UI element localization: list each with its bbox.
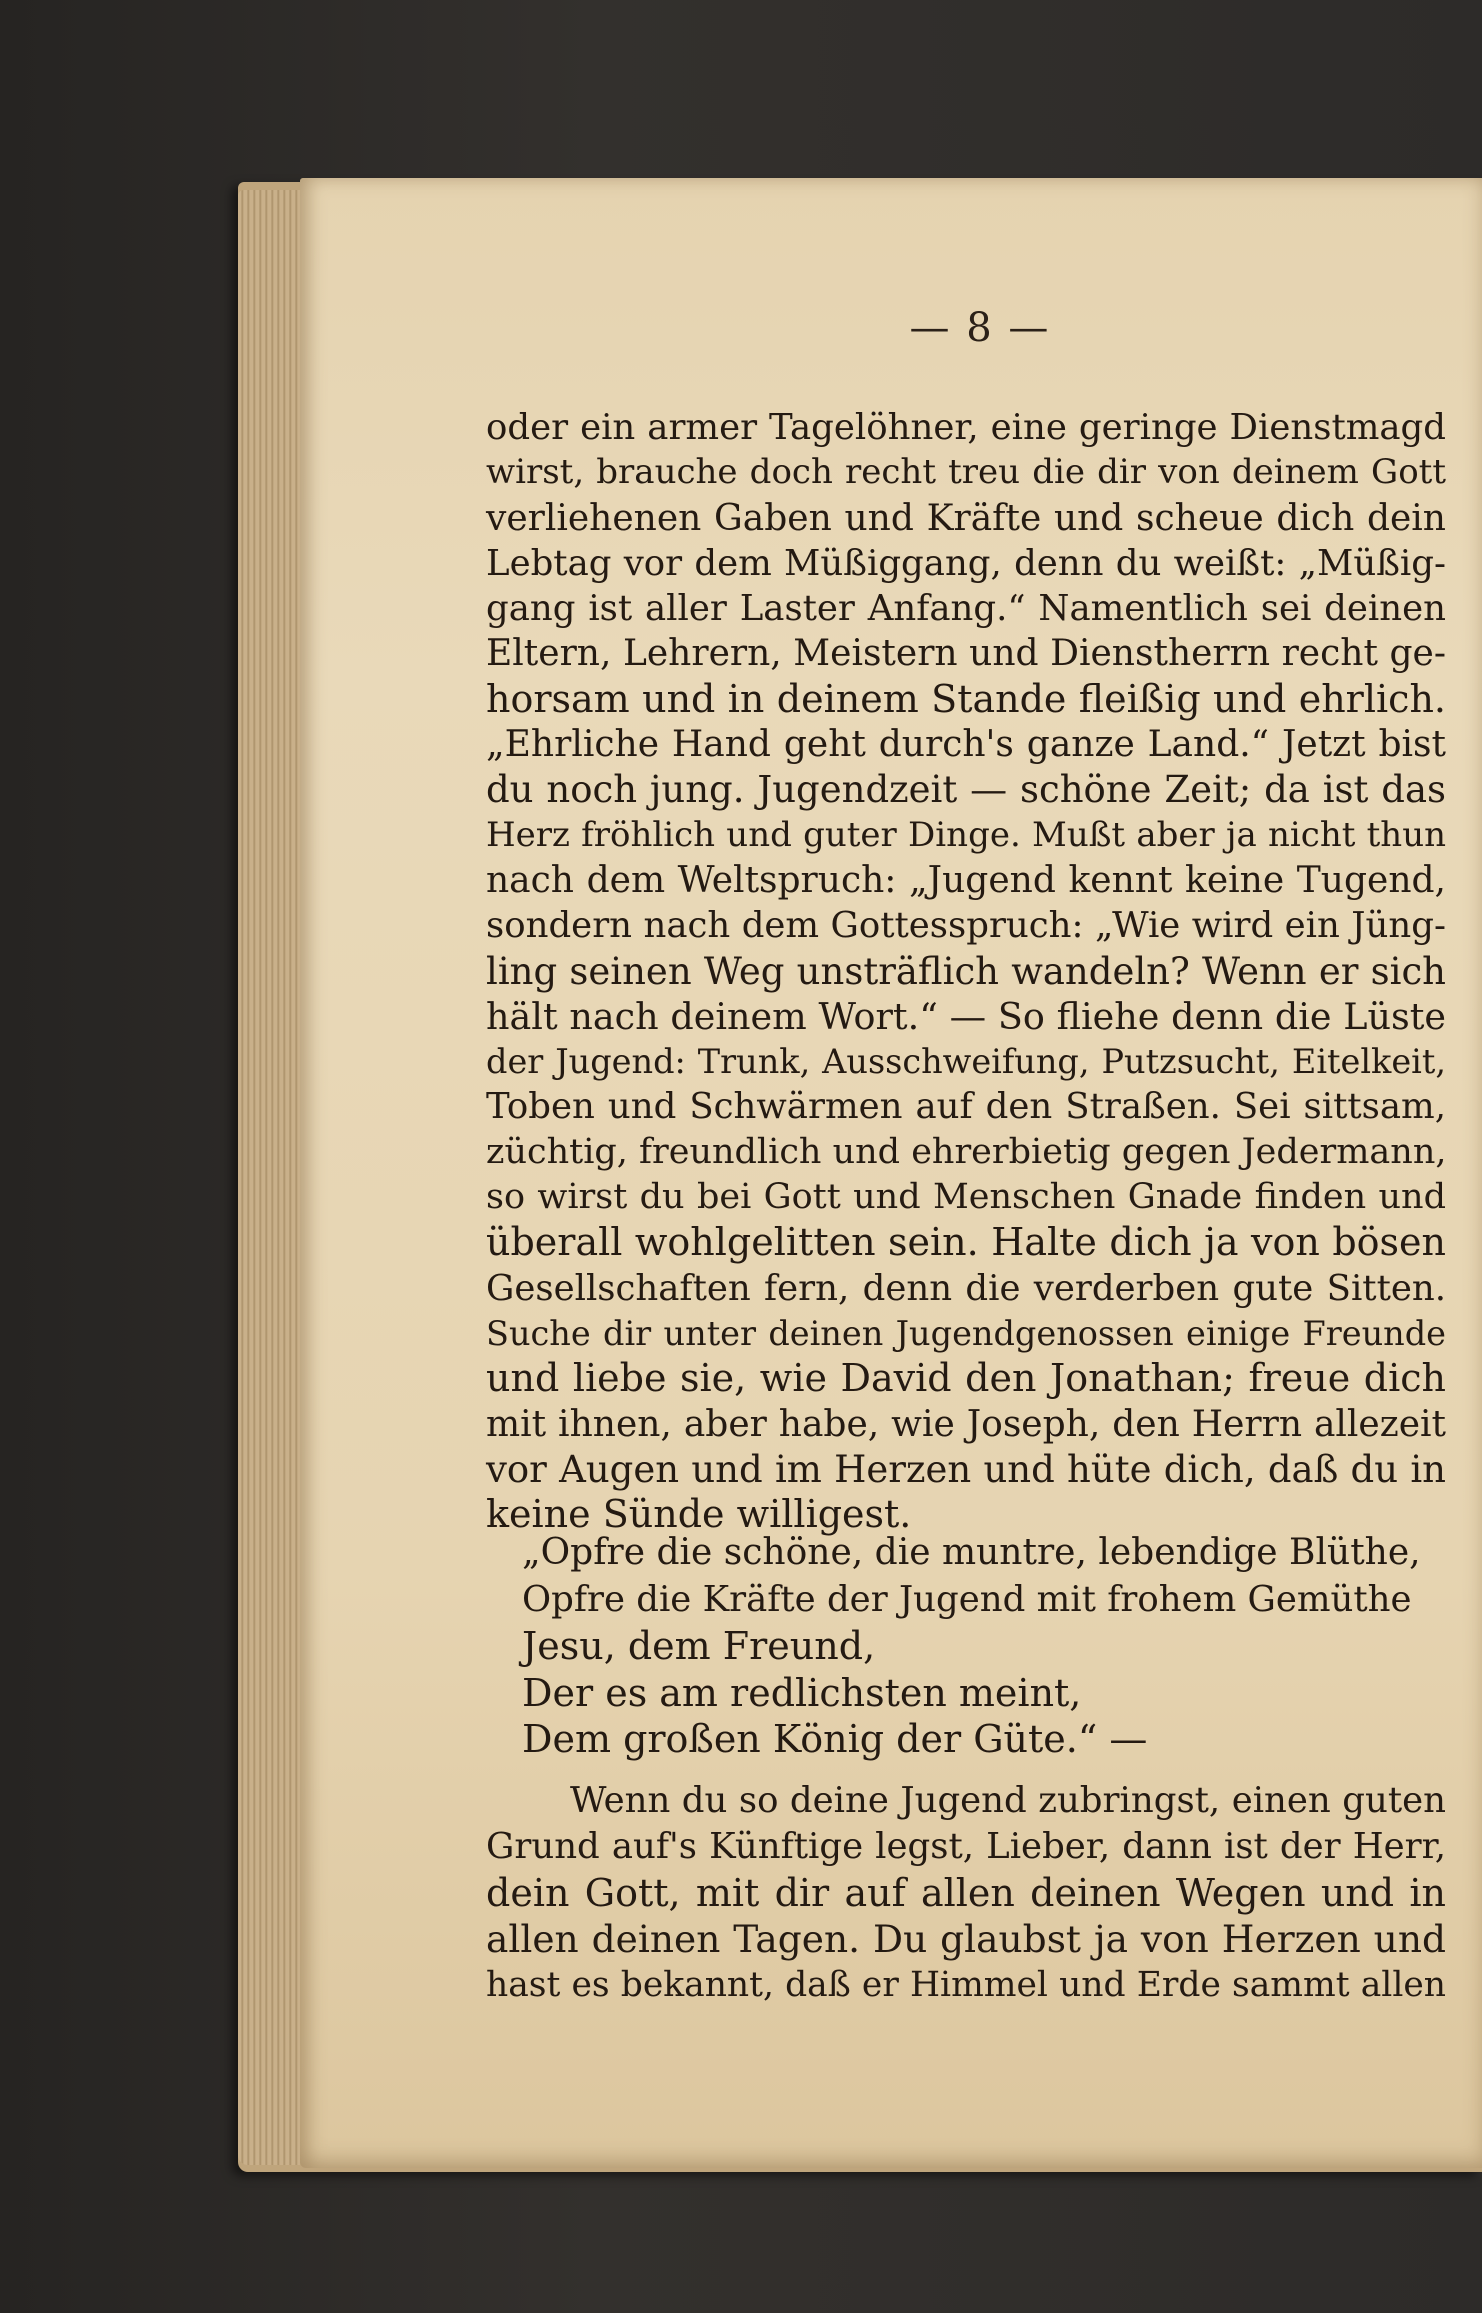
text-line: so wirst du bei Gott und Menschen Gnade finden und xyxy=(486,1177,1446,1218)
page-edges xyxy=(238,190,300,2165)
text-line: du noch jung. Jugendzeit — schöne Zeit; da ist das xyxy=(486,768,1446,812)
text-line: und liebe sie, wie David den Jonathan; freue dich xyxy=(486,1356,1446,1401)
text-line: dein Gott, mit dir auf allen deinen Wegen und in xyxy=(486,1871,1446,1915)
paragraph-2 xyxy=(486,1778,1446,2008)
text-line: Herz fröhlich und guter Dinge. Mußt aber ja nicht thun xyxy=(486,814,1446,855)
text-line: allen deinen Tagen. Du glaubst ja von Herzen und xyxy=(486,1917,1446,1961)
text-line: ling seinen Weg unsträflich wandeln? Wenn er sich xyxy=(486,949,1446,993)
page-number: — 8 — xyxy=(909,305,1051,351)
poem-line: Opfre die Kräfte der Jugend mit frohem Gemüthe xyxy=(522,1578,1412,1620)
poem-line: Dem großen König der Güte.“ — xyxy=(522,1717,1148,1761)
text-line: oder ein armer Tagelöhner, eine geringe Dienstmagd xyxy=(486,407,1446,448)
text-line: Lebtag vor dem Müßiggang, denn du weißt: „Müßig- xyxy=(486,542,1446,584)
text-line: hält nach deinem Wort.“ — So fliehe denn die Lüste xyxy=(486,994,1446,1038)
text-line: der Jugend: Trunk, Ausschweifung, Putzsucht, Eitelkeit, xyxy=(486,1042,1446,1082)
text-line: Grund auf's Künftige legst, Lieber, dann ist der Herr, xyxy=(486,1826,1446,1867)
text-line: Suche dir unter deinen Jugendgenossen einige Freunde xyxy=(486,1313,1446,1353)
text-line: horsam und in deinem Stande fleißig und ehrlich. xyxy=(486,676,1446,721)
text-line: verliehenen Gaben und Kräfte und scheue dich dein xyxy=(486,497,1446,539)
poem-line: „Opfre die schöne, die muntre, lebendige Blüthe, xyxy=(522,1532,1421,1573)
text-line: „Ehrliche Hand geht durch's ganze Land.“ Jetzt bist xyxy=(486,724,1446,766)
text-line: sondern nach dem Gottesspruch: „Wie wird ein Jüng- xyxy=(486,905,1446,947)
text-line: Toben und Schwärmen auf den Straßen. Sei sittsam, xyxy=(486,1086,1446,1128)
text-line: überall wohlgelitten sein. Halte dich ja von bösen xyxy=(486,1220,1446,1265)
text-line: keine Sünde willigest. xyxy=(486,1492,912,1537)
text-line: mit ihnen, aber habe, wie Joseph, den Herrn allezeit xyxy=(486,1403,1446,1445)
text-line: züchtig, freundlich und ehrerbietig gegen Jedermann, xyxy=(486,1131,1447,1172)
text-line: Wenn du so deine Jugend zubringst, einen guten xyxy=(570,1780,1446,1821)
poem-verse xyxy=(522,1530,1422,1763)
poem-line: Jesu, dem Freund, xyxy=(522,1624,876,1668)
text-line: gang ist aller Laster Anfang.“ Namentlich sei deinen xyxy=(486,588,1446,630)
text-line: wirst, brauche doch recht treu die dir von deinem Gott xyxy=(486,452,1446,493)
paragraph-1 xyxy=(486,405,1446,1537)
text-line: vor Augen und im Herzen und hüte dich, daß du in xyxy=(486,1447,1446,1491)
text-line: Eltern, Lehrern, Meistern und Dienstherrn recht ge- xyxy=(486,633,1446,675)
poem-line: Der es am redlichsten meint, xyxy=(522,1670,1082,1715)
text-line: hast es bekannt, daß er Himmel und Erde sammt allen xyxy=(486,1965,1446,2005)
text-line: Gesellschaften fern, denn die verderben gute Sitten. xyxy=(486,1267,1446,1309)
text-line: nach dem Weltspruch: „Jugend kennt keine Tugend, xyxy=(486,859,1446,901)
